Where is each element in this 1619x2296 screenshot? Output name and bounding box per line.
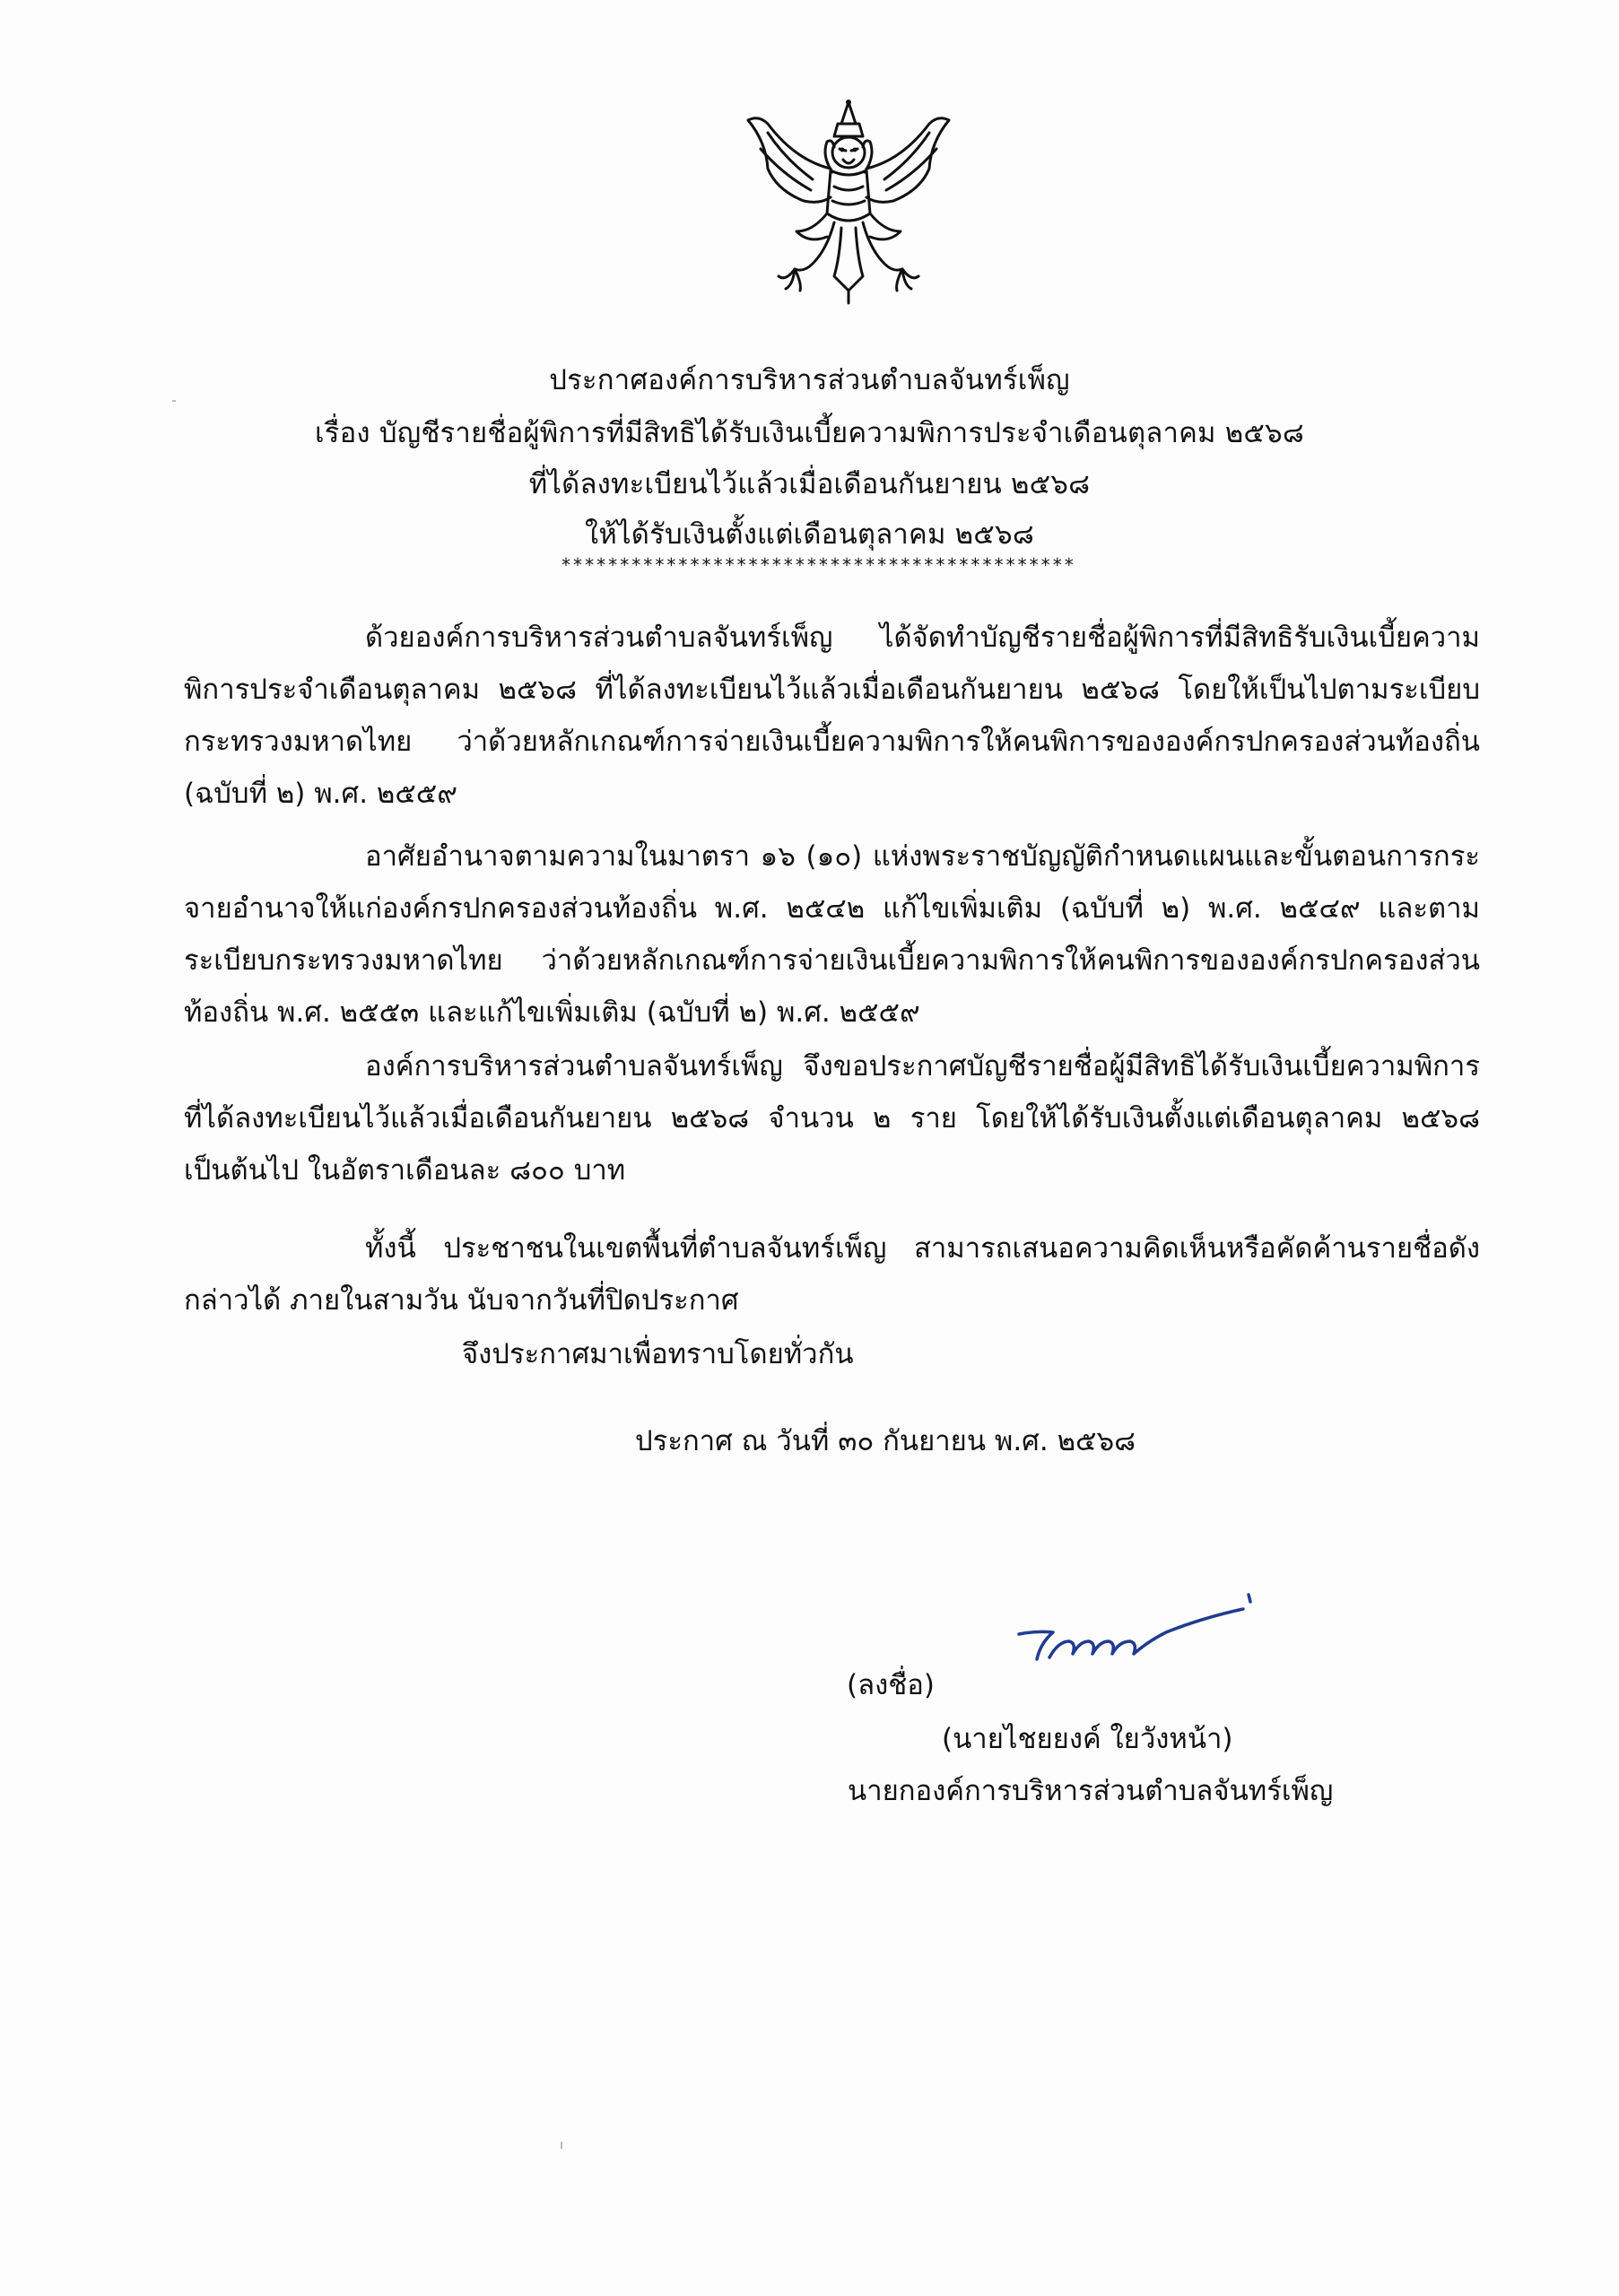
announcement-subject: เรื่อง บัญชีรายชื่อผู้พิการที่มีสิทธิได้รับเงินเบี้ยความพิการประจำเดือนตุลาคม ๒๕๖๘ [314, 417, 1305, 449]
star-separator: ******************************************** [561, 554, 1075, 576]
paragraph-3-text: องค์การบริหารส่วนตำบลจันทร์เพ็ญ จึงขอประกาศบัญชีรายชื่อผู้มีสิทธิได้รับเงินเบี้ยความพิการที่ได้ลงทะเบียนไว้แล้วเมื่อเดือนกันยายน ๒๕๖๘ จำนวน ๒ ราย โดยให้ได้รับเงินตั้งแต่เดือนตุลาคม ๒๕๖๘ เป็นต้นไป ในอัตราเดือนละ ๘๐๐ บาท [184, 1050, 1480, 1187]
paragraph-1-text: ด้วยองค์การบริหารส่วนตำบลจันทร์เพ็ญ ได้จัดทำบัญชีรายชื่อผู้พิการที่มีสิทธิรับเงินเบี้ยความพิการประจำเดือนตุลาคม ๒๕๖๘ ที่ได้ลงทะเบียนไว้แล้วเมื่อเดือนกันยายน ๒๕๖๘ โดยให้เป็นไปตามระเบียบกระทรวงมหาดไทย ว่าด้วยหลักเกณฑ์การจ่ายเงินเบี้ยความพิการให้คนพิการขององค์กรปกครองส่วนท้องถิ่น (ฉบับที่ ๒) พ.ศ. ๒๕๕๙ [184, 622, 1480, 810]
paragraph-2-text: อาศัยอำนาจตามความในมาตรา ๑๖ (๑๐) แห่งพระราชบัญญัติกำหนดแผนและขั้นตอนการกระจายอำนาจให้แก่องค์กรปกครองส่วนท้องถิ่น พ.ศ. ๒๕๔๒ แก้ไขเพิ่มเติม (ฉบับที่ ๒) พ.ศ. ๒๕๔๙ และตามระเบียบกระทรวงมหาดไทย ว่าด้วยหลักเกณฑ์การจ่ายเงินเบี้ยความพิการให้คนพิการขององค์กรปกครองส่วนท้องถิ่น พ.ศ. ๒๕๕๓ และแก้ไขเพิ่มเติม (ฉบับที่ ๒) พ.ศ. ๒๕๕๙ [184, 840, 1480, 1029]
signer-name: (นายไชยยงค์ ใยวังหน้า) [942, 1723, 1233, 1755]
scan-speck [561, 2142, 562, 2149]
announcement-title: ประกาศองค์การบริหารส่วนตำบลจันทร์เพ็ญ [549, 364, 1070, 396]
paragraph-4-text: ทั้งนี้ ประชาชนในเขตพื้นที่ตำบลจันทร์เพ็ญ สามารถเสนอความคิดเห็นหรือคัดค้านรายชื่อดังกล่าวได้ ภายในสามวัน นับจากวันที่ปิดประกาศ [184, 1232, 1480, 1317]
announcement-date: ประกาศ ณ วันที่ ๓๐ กันยายน พ.ศ. ๒๕๖๘ [635, 1425, 1136, 1457]
paragraph-2 [184, 831, 1480, 1039]
announcement-subject-line-3: ให้ได้รับเงินตั้งแต่เดือนตุลาคม ๒๕๖๘ [585, 518, 1034, 551]
garuda-emblem-icon [741, 97, 956, 309]
announcement-subject-line-2: ที่ได้ลงทะเบียนไว้แล้วเมื่อเดือนกันยายน ๒๕๖๘ [528, 468, 1091, 500]
sign-label: (ลงชื่อ) [847, 1669, 935, 1701]
paragraph-3 [184, 1040, 1480, 1196]
handwritten-signature-icon [1014, 1587, 1256, 1677]
paragraph-4 [184, 1222, 1480, 1326]
scan-speck [172, 400, 176, 402]
closing-statement: จึงประกาศมาเพื่อทราบโดยทั่วกัน [462, 1338, 854, 1370]
paragraph-1 [184, 612, 1480, 820]
signer-position: นายกองค์การบริหารส่วนตำบลจันทร์เพ็ญ [848, 1775, 1334, 1807]
